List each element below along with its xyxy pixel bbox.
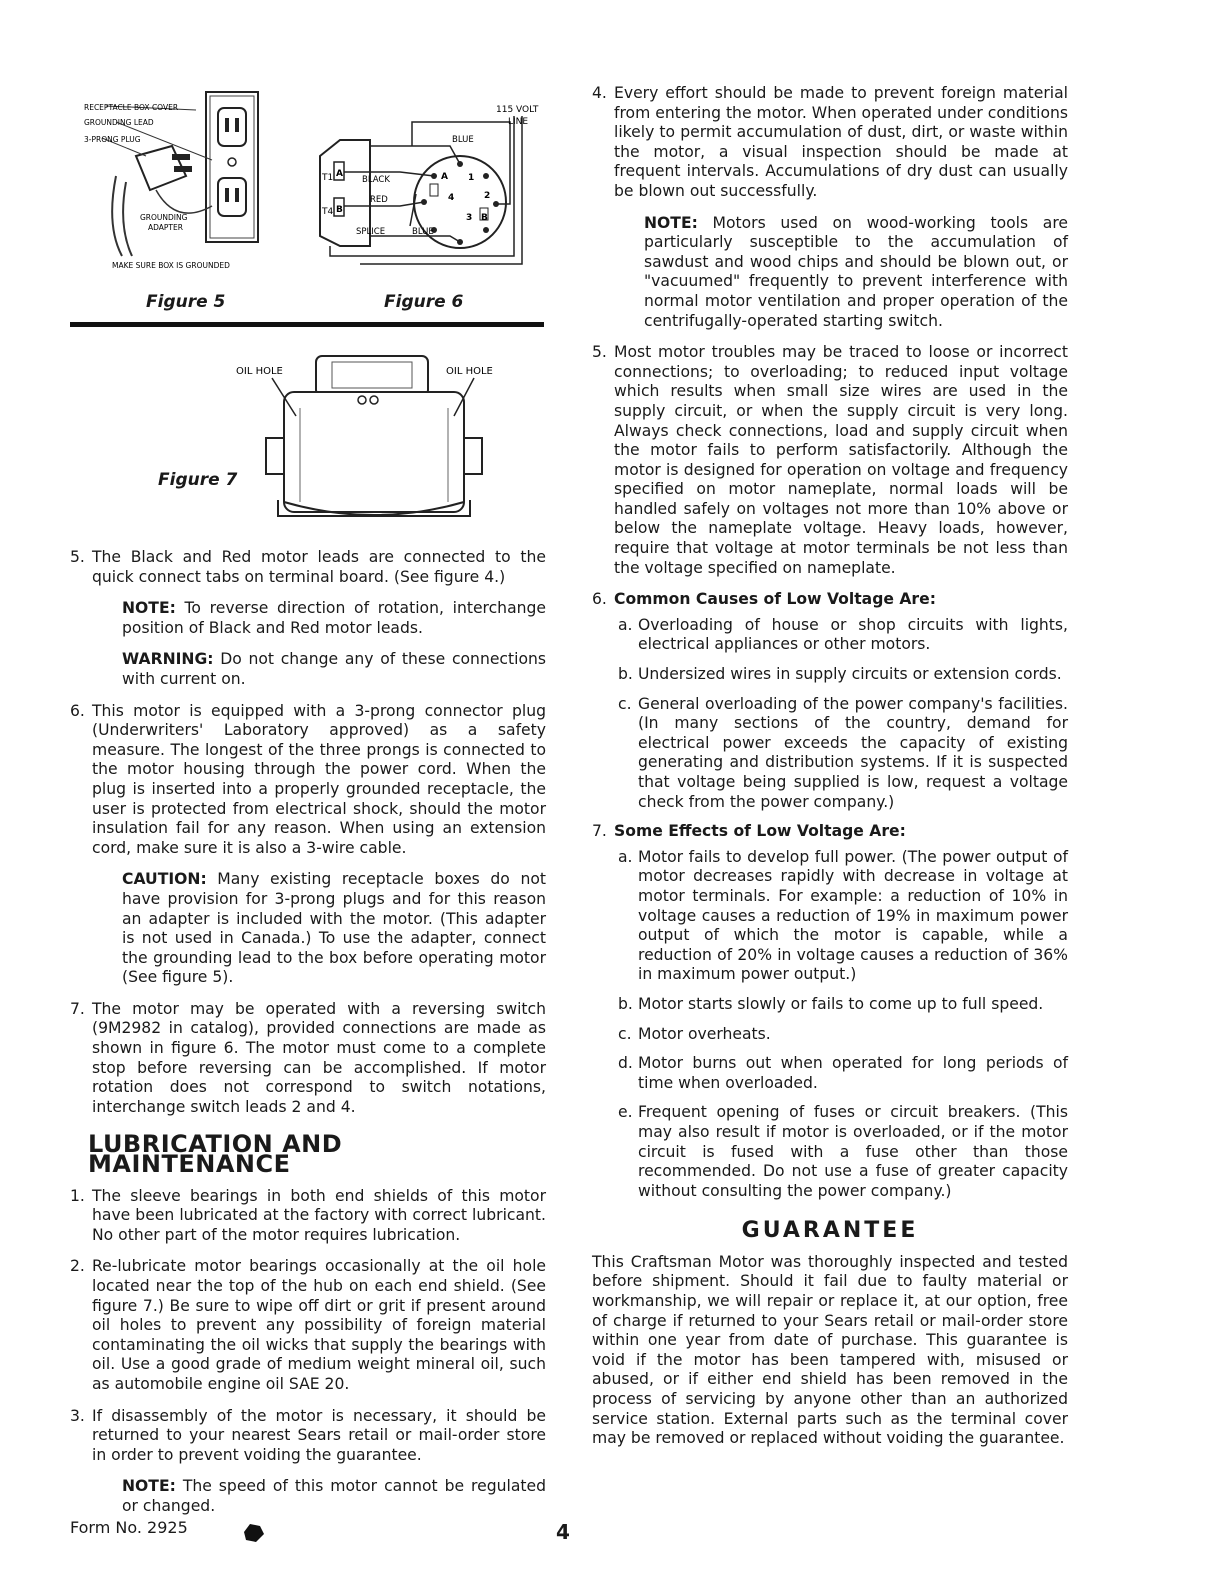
fig6-label-a-left: A xyxy=(336,169,343,179)
caution-note xyxy=(122,870,546,988)
fig6-label-splice: SPLICE xyxy=(356,227,386,237)
item-number: 5. xyxy=(70,548,85,566)
fig6-label-blue-top: BLUE xyxy=(452,135,474,145)
caution-text: Many existing receptacle boxes do not have provision for 3-prong plugs and for this reason an adapter is included with the motor. (This adapter is not used in Canada.) To use the adapter, connect the grounding lead to the box before operating motor (See figure 5). xyxy=(122,870,546,987)
fig6-label-4: 4 xyxy=(448,193,455,203)
note-speed xyxy=(122,1477,546,1516)
sub-text: Motor burns out when operated for long periods of time when overloaded. xyxy=(638,1054,1068,1092)
guarantee-text: This Craftsman Motor was thoroughly inspected and tested before shipment. Should it fail due to faulty material or workmanship, we will repair or replace it, at our option, free of charge if returned to your Sears retail or mail-order store within one year from date of purchase. This guarantee is void if the motor has been tampered with, misused or abused, or if either end shield has been removed in the process of servicing by anyone other than an authorized service station. External parts such as the terminal cover may be removed or replaced without voiding the guarantee. xyxy=(592,1252,1068,1448)
note-text: Motors used on wood-working tools are particularly susceptible to the accumulation of sawdust and wood chips and should be blown out, or "vacuumed" frequently to prevent interference with normal motor ventilation and proper operation of the centrifugally-operated starting switch. xyxy=(644,213,1068,330)
right-item-4 xyxy=(592,84,1068,202)
right-column xyxy=(592,84,1068,1449)
lube-item-2 xyxy=(70,1257,546,1394)
ink-blot-mark xyxy=(240,1520,266,1544)
fig6-label-blue-bottom: BLUE xyxy=(412,227,434,237)
sub-item xyxy=(618,995,1068,1015)
item-number: 1. xyxy=(70,1186,85,1205)
note-reverse-rotation xyxy=(122,599,546,638)
item-number: 7. xyxy=(592,822,607,841)
item-text: The sleeve bearings in both end shields of this motor have been lubricated at the factory with correct lubricant. No other part of the motor requires lubrication. xyxy=(92,1186,546,1244)
item-number: 6. xyxy=(592,590,607,609)
item-number: 5. xyxy=(592,343,607,362)
warning-note xyxy=(122,650,546,689)
fig6-label-black: BLACK xyxy=(362,175,390,185)
item-text: If disassembly of the motor is necessary, it should be returned to your nearest Sears retail or mail-order store in order to prevent voiding the guarantee. xyxy=(92,1406,546,1464)
fig6-label-2: 2 xyxy=(484,191,491,201)
sub-item xyxy=(618,695,1068,813)
item-title: Common Causes of Low Voltage Are: xyxy=(614,590,936,609)
fig6-label-volt: 115 VOLT xyxy=(496,105,539,115)
caution-label: CAUTION: xyxy=(122,870,207,889)
sub-letter: b. xyxy=(618,665,633,684)
fig5-label-grounding-lead: GROUNDING LEAD xyxy=(84,118,154,127)
note-text: To reverse direction of rotation, interchange position of Black and Red motor leads. xyxy=(122,599,546,637)
left-column xyxy=(70,548,546,1529)
note-label: NOTE: xyxy=(644,213,698,232)
figure-divider-rule xyxy=(70,322,544,327)
fig6-label-t1: T1 xyxy=(322,173,334,183)
sub-letter: d. xyxy=(618,1054,633,1073)
item-text: Every effort should be made to prevent foreign material from entering the motor. When operated under conditions likely to permit accumulation of dust, dirt, or waste within the motor, a visual inspection should be made at frequent intervals. Accumulations of dry dust can usually be blown out successfully. xyxy=(614,84,1068,200)
item-number: 3. xyxy=(70,1406,85,1425)
note-text: The speed of this motor cannot be regulated or changed. xyxy=(122,1477,546,1515)
fig5-label-receptacle: RECEPTACLE BOX COVER xyxy=(84,103,179,112)
warning-label: WARNING: xyxy=(122,650,214,669)
sub-letter: e. xyxy=(618,1103,633,1122)
fig6-label-1: 1 xyxy=(468,173,475,183)
sub-text: Motor fails to develop full power. (The power output of motor decreases rapidly with decrease in voltage at motor terminals. For example: a reduction of 10% in voltage causes a reduction of 19% in maximum power output of which the motor is capable, while a reduction of 20% in voltage causes a reduction of 36% in maximum power output.) xyxy=(638,847,1068,984)
figure-7-caption: Figure 7 xyxy=(158,470,238,490)
right-item-5 xyxy=(592,343,1068,578)
fig6-label-t4: T4 xyxy=(322,207,334,217)
sub-item xyxy=(618,1025,1068,1045)
left-item-6 xyxy=(70,702,546,859)
sub-item xyxy=(618,665,1068,685)
figure-6-caption: Figure 6 xyxy=(384,292,464,312)
item-text: Re-lubricate motor bearings occasionally at the oil hole located near the top of the hub on each end shield. (See figure 7.) Be sure to wipe off dirt or grit if present around oil holes to prevent any possibility of foreign material contaminating the oil wicks that supply the bearings with oil. Use a good grade of medium weight mineral oil, such as automobile engine oil SAE 20. xyxy=(92,1257,546,1393)
fig5-label-adapter-1: GROUNDING xyxy=(140,213,188,222)
fig5-label-grounded: MAKE SURE BOX IS GROUNDED xyxy=(112,261,230,270)
sub-text: General overloading of the power company's facilities. (In many sections of the country, demand for electrical power exceeds the capacity of existing generating and distribution systems. If it is suspected that voltage being supplied is low, request a voltage check from the power company.) xyxy=(638,694,1068,811)
sub-letter: a. xyxy=(618,847,633,866)
sub-item xyxy=(618,848,1068,985)
lube-item-3 xyxy=(70,1407,546,1466)
sub-letter: b. xyxy=(618,994,633,1013)
left-item-7 xyxy=(70,1000,546,1118)
fig7-label-oil-hole-right: OIL HOLE xyxy=(446,366,493,377)
fig6-label-b-right: B xyxy=(481,213,488,223)
sub-item xyxy=(618,1103,1068,1201)
figure-7-labels xyxy=(230,360,520,390)
figure-6-labels xyxy=(300,96,550,276)
fig6-label-3: 3 xyxy=(466,213,473,223)
sub-letter: a. xyxy=(618,615,633,634)
warning-text: Do not change any of these connections with current on. xyxy=(122,650,546,688)
lube-item-1 xyxy=(70,1187,546,1246)
fig5-label-plug: 3-PRONG PLUG xyxy=(84,135,141,144)
item-number: 6. xyxy=(70,701,85,720)
right-item-6 xyxy=(592,590,1068,610)
fig6-label-red: RED xyxy=(370,195,388,205)
guarantee-heading: GUARANTEE xyxy=(741,1218,919,1244)
fig6-label-b-left: B xyxy=(336,205,343,215)
page-number: 4 xyxy=(556,1520,570,1544)
left-item-5 xyxy=(70,548,546,587)
sub-item xyxy=(618,1054,1068,1093)
item-number: 4. xyxy=(592,84,607,102)
item-text: The motor may be operated with a reversing switch (9M2982 in catalog), provided connections are made as shown in figure 6. The motor must come to a complete stop before reversing can be accomplished. If motor rotation does not correspond to switch notations, interchange switch leads 2 and 4. xyxy=(92,999,546,1116)
lubrication-heading: LUBRICATION AND MAINTENANCE xyxy=(88,1130,343,1179)
item-number: 7. xyxy=(70,999,85,1018)
item-text: The Black and Red motor leads are connected to the quick connect tabs on terminal board. (See figure 4.) xyxy=(92,548,546,586)
fig7-label-oil-hole-left: OIL HOLE xyxy=(236,366,283,377)
sub-text: Motor starts slowly or fails to come up to full speed. xyxy=(638,994,1044,1013)
fig5-label-adapter-2: ADAPTER xyxy=(148,223,183,232)
figure-5-caption: Figure 5 xyxy=(146,292,226,312)
sub-text: Frequent opening of fuses or circuit breakers. (This may also result if motor is overloaded, or if the motor circuit is fused with a fuse other than those recommended. Do not use a fuse of greater capacity without consulting the power company.) xyxy=(638,1103,1068,1200)
sub-text: Overloading of house or shop circuits with lights, electrical appliances or other motors. xyxy=(638,615,1068,654)
fig6-label-line: LINE xyxy=(508,117,529,127)
item-title: Some Effects of Low Voltage Are: xyxy=(614,822,906,841)
sub-letter: c. xyxy=(618,694,632,713)
form-number: Form No. 2925 xyxy=(70,1518,188,1537)
note-label: NOTE: xyxy=(122,1477,176,1496)
sub-letter: c. xyxy=(618,1024,632,1043)
sub-text: Undersized wires in supply circuits or extension cords. xyxy=(638,665,1062,684)
note-label: NOTE: xyxy=(122,599,176,618)
item-text: Most motor troubles may be traced to loose or incorrect connections; to overloading; to reduced input voltage which results when small size wires are used in the supply circuit, or when the supply circuit is very long. Always check connections, load and supply circuit when the motor fails to perform satisfactorily. Although the motor is designed for operation on voltage and frequency specified on motor nameplate, normal loads will be handled safely on voltages not more than 10% above or below the nameplate voltage. Heavy loads, however, require that voltage at motor terminals be not less than the voltage specified on nameplate. xyxy=(614,343,1068,577)
sub-text: Motor overheats. xyxy=(638,1024,771,1043)
sub-item xyxy=(618,616,1068,655)
item-number: 2. xyxy=(70,1257,85,1276)
figure-5-labels xyxy=(80,90,280,280)
right-item-7 xyxy=(592,822,1068,842)
note-woodworking xyxy=(644,214,1068,332)
item-text: This motor is equipped with a 3-prong connector plug (Underwriters' Laboratory approved) as a safety measure. The longest of the three prongs is connected to the motor housing through the power cord. When the plug is inserted into a properly grounded receptacle, the user is protected from electrical shock, should the motor insulation fail for any reason. When using an extension cord, make sure it is also a 3-wire cable. xyxy=(92,701,546,857)
fig6-label-a-right: A xyxy=(441,172,448,182)
